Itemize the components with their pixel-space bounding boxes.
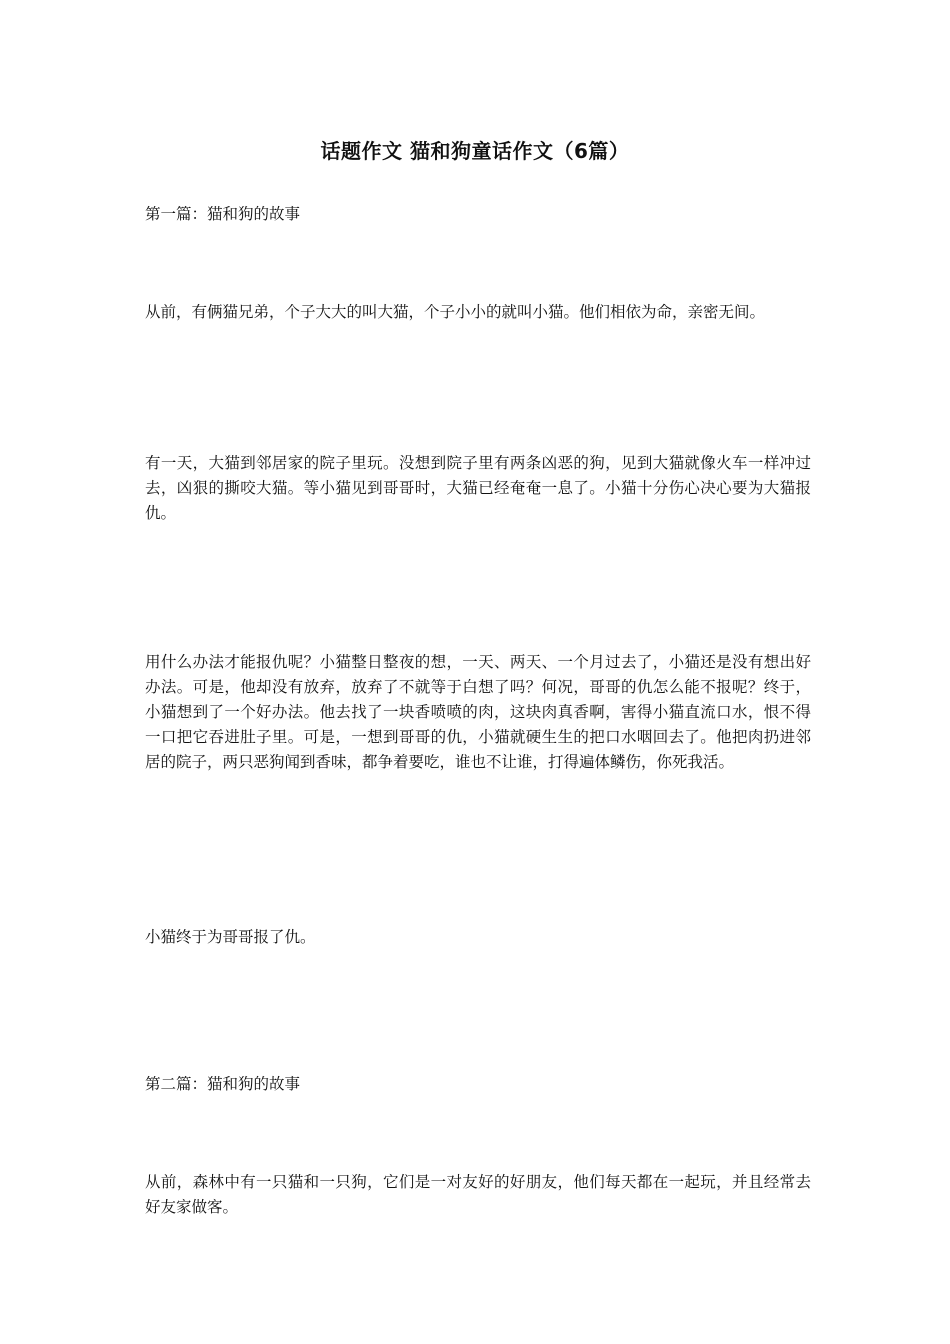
paragraph: 用什么办法才能报仇呢？小猫整日整夜的想，一天、两天、一个月过去了，小猫还是没有想出好办法。可是，他却没有放弃，放弃了不就等于白想了吗？何况，哥哥的仇怎么能不报呢？终于，小猫想到了一个好办法。他去找了一块香喷喷的肉，这块肉真香啊，害得小猫直流口水，恨不得一口把它吞进肚子里。可是，一想到哥哥的仇，小猫就硬生生的把口水咽回去了。他把肉扔进邻居的院子，两只恶狗闻到香味，都争着要吃，谁也不让谁，打得遍体鳞伤，你死我活。 (145, 653, 811, 771)
section-heading-2: 第二篇：猫和狗的故事 (145, 1075, 301, 1093)
paragraph: 从前，有俩猫兄弟，个子大大的叫大猫，个子小小的就叫小猫。他们相依为命，亲密无间。 (145, 303, 766, 321)
document-title: 话题作文 猫和狗童话作文（6篇） (320, 139, 630, 164)
paragraph: 有一天，大猫到邻居家的院子里玩。没想到院子里有两条凶恶的狗，见到大猫就像火车一样冲过去，凶狠的撕咬大猫。等小猫见到哥哥时，大猫已经奄奄一息了。小猫十分伤心决心要为大猫报仇。 (145, 454, 811, 522)
paragraph: 小猫终于为哥哥报了仇。 (145, 928, 316, 946)
section-heading-1: 第一篇：猫和狗的故事 (145, 205, 301, 223)
paragraph: 从前，森林中有一只猫和一只狗，它们是一对友好的好朋友，他们每天都在一起玩，并且经常去好友家做客。 (145, 1173, 811, 1216)
